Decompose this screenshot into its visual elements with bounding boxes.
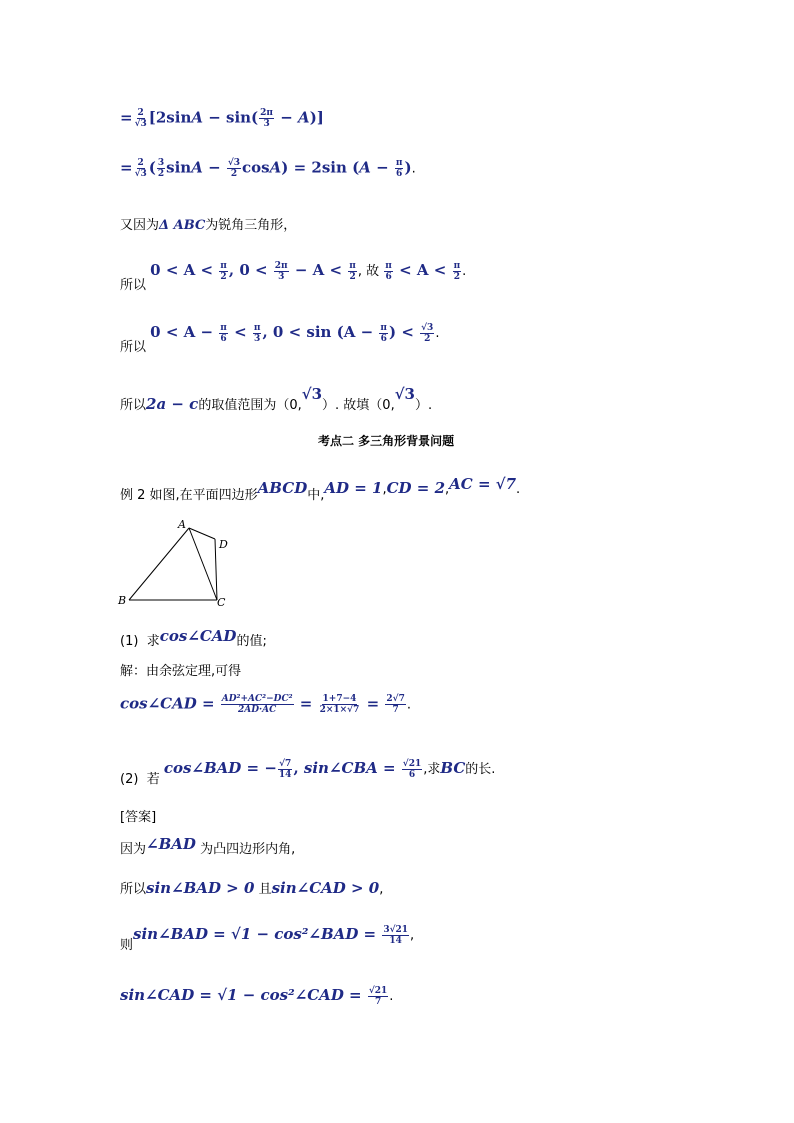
range-line-2: 所以 0 < A − $\frac{\pi}{6}$ < $\frac{\pi}{3}$ , 0 < sin (A − $\frac{\pi}{6}$ ) < $\frac{√3}{2}$ . <box>120 322 440 355</box>
section-title: 考点二 多三角形背景问题 <box>318 434 455 448</box>
vertex-label-a: A <box>178 518 186 531</box>
edge-cd <box>215 539 217 600</box>
triangle-note: 又因为Δ ABC为锐角三角形， <box>120 218 297 233</box>
vertex-label-b: B <box>118 594 127 607</box>
vertex-label-c: C <box>217 596 226 609</box>
derivation-step-1: = $\frac{2}{√3}$ [2sinA − sin( $\frac{2\pi}{3}$ − A)] <box>120 108 324 129</box>
question-2: (2) 若 cos∠BAD = − $\frac{√7}{14}$ , sin∠CBA = $\frac{√21}{6}$ ,求BC的长. <box>120 758 496 787</box>
solution-1-intro: 解：由余弦定理,可得 <box>120 664 242 679</box>
derivation-step-2: = $\frac{2}{√3}$ ( $\frac{3}{2}$ sinA − $\frac{√3}{2}$ cosA) = 2sin (A − $\frac{\pi}{6}$ ). <box>120 158 416 179</box>
edge-ab <box>129 528 189 600</box>
diagonal-ac <box>189 528 217 600</box>
example-2-statement: 例 2 如图,在平面四边形ABCD中,AD = 1,CD = 2,AC = √7. <box>120 475 521 503</box>
sin-cad-line: sin∠CAD = √1 − cos²∠CAD = $\frac{√21}{7}$ . <box>120 986 394 1007</box>
reason-line-1: 因为∠BAD 为凸四边形内角, <box>120 835 296 857</box>
question-1: (1) 求cos∠CAD的值; <box>120 627 267 649</box>
answer-tag: [答案] <box>120 810 157 825</box>
cosine-calculation: cos∠CAD = $\frac{\text{AD²+AC²−DC²}}{2AD\cdot AC}$ = $\frac{1+7-4}{2\times 1\times√7}$ = $\frac{2√7}{7}$ . <box>120 694 411 715</box>
conclusion-line: 所以2a − c的取值范围为（0,√3）. 故填（0,√3）. <box>120 385 433 413</box>
sin-bad-line: 则sin∠BAD = √1 − cos²∠BAD = $\frac{3√21}{14}$ , <box>120 925 415 953</box>
quadrilateral-figure <box>112 514 242 614</box>
vertex-label-d: D <box>219 538 228 551</box>
range-line-1: 所以 0 < A < $\frac{\pi}{2}$ , 0 < $\frac{2\pi}{3}$ − A < $\frac{\pi}{2}$ , 故 $\frac{\pi}{6}$ < A < $\frac{\pi}{2}$ . <box>120 260 467 293</box>
reason-line-2: 所以sin∠BAD > 0 且sin∠CAD > 0, <box>120 879 384 897</box>
